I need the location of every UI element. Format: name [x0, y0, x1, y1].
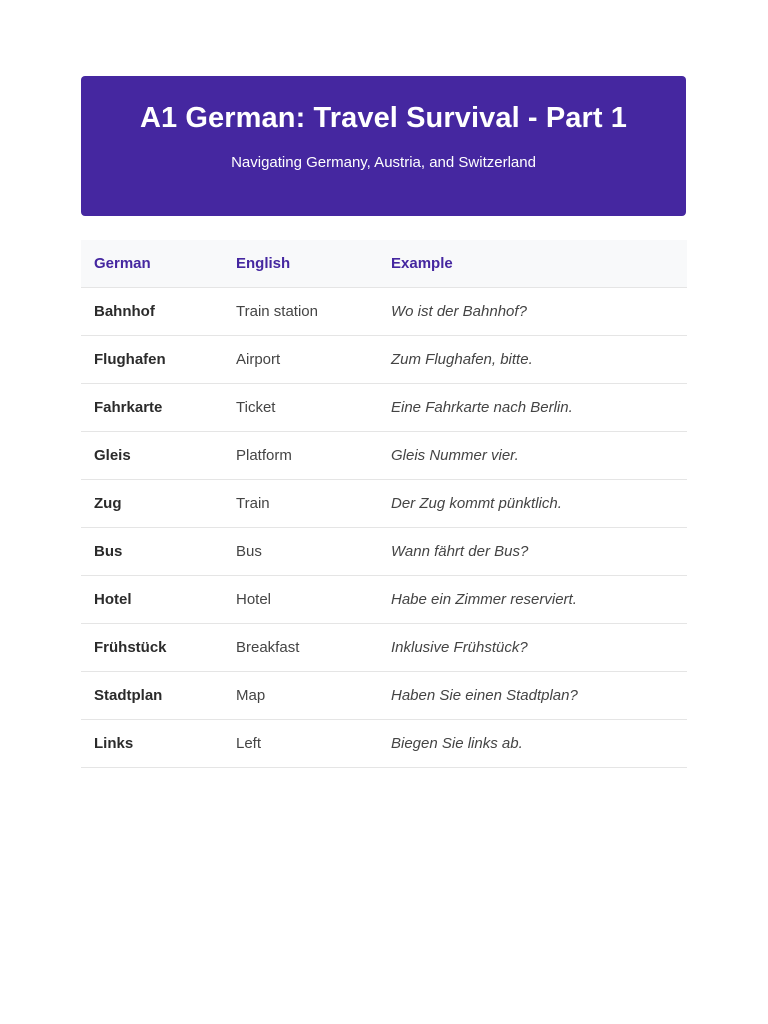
table-row — [81, 335, 687, 383]
english-translation: Ticket — [223, 383, 378, 431]
german-word: Links — [81, 719, 223, 767]
german-word: Bahnhof — [81, 287, 223, 335]
english-translation: Breakfast — [223, 623, 378, 671]
table-row — [81, 479, 687, 527]
german-word: Hotel — [81, 575, 223, 623]
table-row — [81, 383, 687, 431]
example-sentence: Biegen Sie links ab. — [378, 719, 687, 767]
english-translation: Platform — [223, 431, 378, 479]
german-word: Flughafen — [81, 335, 223, 383]
column-header-german: German — [81, 240, 223, 287]
page-title: A1 German: Travel Survival - Part 1 — [139, 102, 628, 134]
german-word: Stadtplan — [81, 671, 223, 719]
german-word: Frühstück — [81, 623, 223, 671]
table-row — [81, 623, 687, 671]
column-header-example: Example — [378, 240, 687, 287]
english-translation: Bus — [223, 527, 378, 575]
table-row — [81, 287, 687, 335]
german-word: Bus — [81, 527, 223, 575]
page-subtitle: Navigating Germany, Austria, and Switzerland — [231, 154, 536, 171]
english-translation: Train — [223, 479, 378, 527]
example-sentence: Eine Fahrkarte nach Berlin. — [378, 383, 687, 431]
table-row — [81, 671, 687, 719]
german-word: Gleis — [81, 431, 223, 479]
example-sentence: Der Zug kommt pünktlich. — [378, 479, 687, 527]
table-row — [81, 431, 687, 479]
example-sentence: Wann fährt der Bus? — [378, 527, 687, 575]
example-sentence: Wo ist der Bahnhof? — [378, 287, 687, 335]
table-row — [81, 719, 687, 767]
english-translation: Hotel — [223, 575, 378, 623]
english-translation: Airport — [223, 335, 378, 383]
table-row — [81, 575, 687, 623]
german-word: Fahrkarte — [81, 383, 223, 431]
example-sentence: Haben Sie einen Stadtplan? — [378, 671, 687, 719]
german-word: Zug — [81, 479, 223, 527]
page-header — [81, 76, 686, 216]
english-translation: Map — [223, 671, 378, 719]
example-sentence: Gleis Nummer vier. — [378, 431, 687, 479]
table-header-row — [81, 240, 687, 287]
example-sentence: Habe ein Zimmer reserviert. — [378, 575, 687, 623]
english-translation: Train station — [223, 287, 378, 335]
vocabulary-table — [81, 240, 687, 768]
example-sentence: Zum Flughafen, bitte. — [378, 335, 687, 383]
column-header-english: English — [223, 240, 378, 287]
example-sentence: Inklusive Frühstück? — [378, 623, 687, 671]
table-row — [81, 527, 687, 575]
english-translation: Left — [223, 719, 378, 767]
